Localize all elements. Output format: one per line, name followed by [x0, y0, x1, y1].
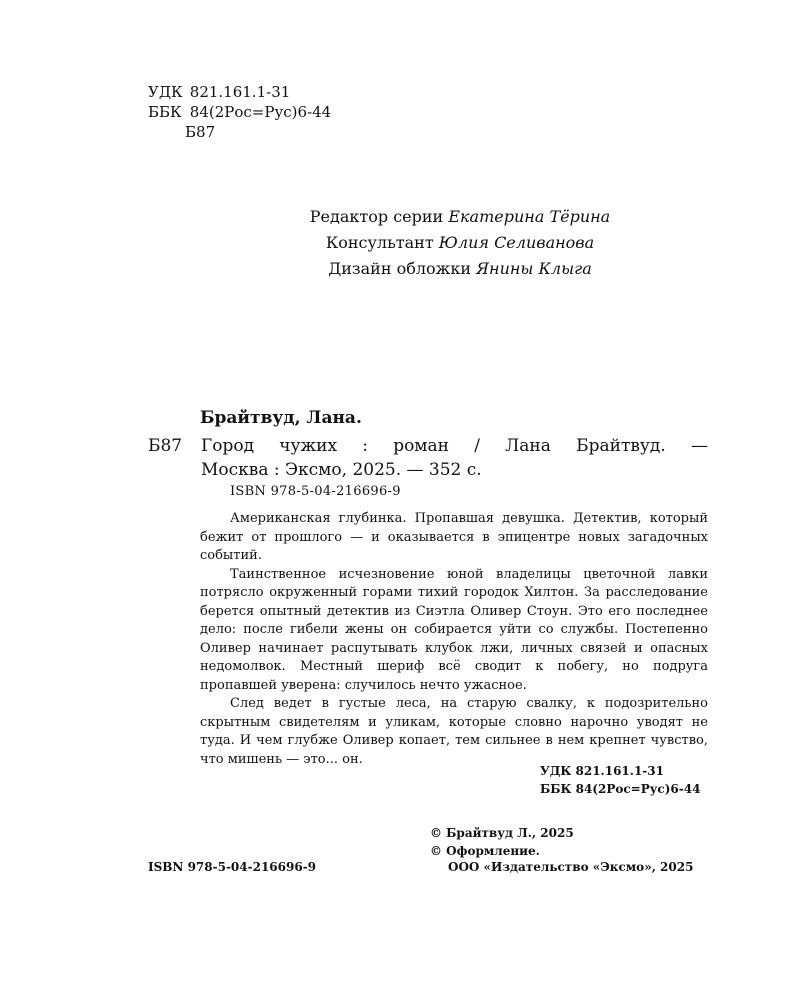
bbk-label: ББК	[148, 103, 182, 121]
footer-isbn: ISBN 978-5-04-216696-9	[148, 860, 317, 874]
bbk-code-right: ББК 84(2Рос=Рус)6-44	[540, 782, 701, 796]
codes-right	[540, 762, 700, 798]
credit-series-editor	[200, 204, 720, 230]
catalog-code: Б87	[148, 436, 183, 456]
author-mark: Б87	[185, 123, 216, 141]
credit-role: Редактор серии	[309, 207, 444, 226]
catalog-title-line: Город чужих : роман / Лана Брайтвуд. —	[201, 436, 708, 456]
credit-cover-design	[200, 256, 720, 282]
credit-name: Юлия Селиванова	[438, 233, 595, 252]
credit-consultant	[200, 230, 720, 256]
bbk-value: 84(2Рос=Рус)6-44	[189, 103, 332, 121]
annotation-paragraph: След ведет в густые леса, на старую свалку, к подозрительно скрытным свидетелям и уликам, которые словно нарочно уводят не туда. И чем глубже Оливер копает, тем сильнее в нем крепнет чувство, что мишень — это... он.	[200, 696, 708, 767]
udk-row	[148, 82, 331, 102]
credit-role: Дизайн обложки	[328, 259, 472, 278]
copyright-author: © Брайтвуд Л., 2025	[430, 826, 574, 840]
udk-code-right: УДК 821.161.1-31	[540, 764, 664, 778]
credit-name: Янины Клыга	[476, 259, 592, 278]
annotation	[200, 510, 708, 769]
catalog-imprint-line: Москва : Эксмо, 2025. — 352 с.	[201, 460, 482, 480]
copyright-publisher: ООО «Издательство «Эксмо», 2025	[448, 860, 694, 874]
catalog-isbn: ISBN 978-5-04-216696-9	[230, 484, 401, 499]
annotation-paragraph: Таинственное исчезновение юной владелицы цветочной лавки потрясло окруженный горами тихий городок Хилтон. За расследование берется опытный детектив из Сиэтла Оливер Стоун. Это его последнее дело: после гибели жены он собирается уйти со службы. Постепенно Оливер начинает распутывать клубок лжи, личных связей и опасных недомолвок. Местный шериф всё сводит к побегу, но подруга пропавшей уверена: случилось нечто ужасное.	[200, 566, 708, 693]
credits-block	[200, 204, 720, 282]
credit-role: Консультант	[325, 233, 434, 252]
udk-label: УДК	[148, 83, 183, 101]
copyright-design: © Оформление.	[430, 844, 540, 858]
annotation-paragraph: Американская глубинка. Пропавшая девушка. Детектив, который бежит от прошлого — и оказывается в эпицентре новых загадочных событий.	[200, 511, 708, 563]
catalog-author: Брайтвуд, Лана.	[200, 408, 362, 428]
copyright-block	[430, 824, 574, 860]
credit-name: Екатерина Тёрина	[448, 207, 611, 226]
classification-block	[148, 82, 331, 142]
udk-value: 821.161.1-31	[189, 83, 291, 101]
bbk-row	[148, 102, 331, 122]
